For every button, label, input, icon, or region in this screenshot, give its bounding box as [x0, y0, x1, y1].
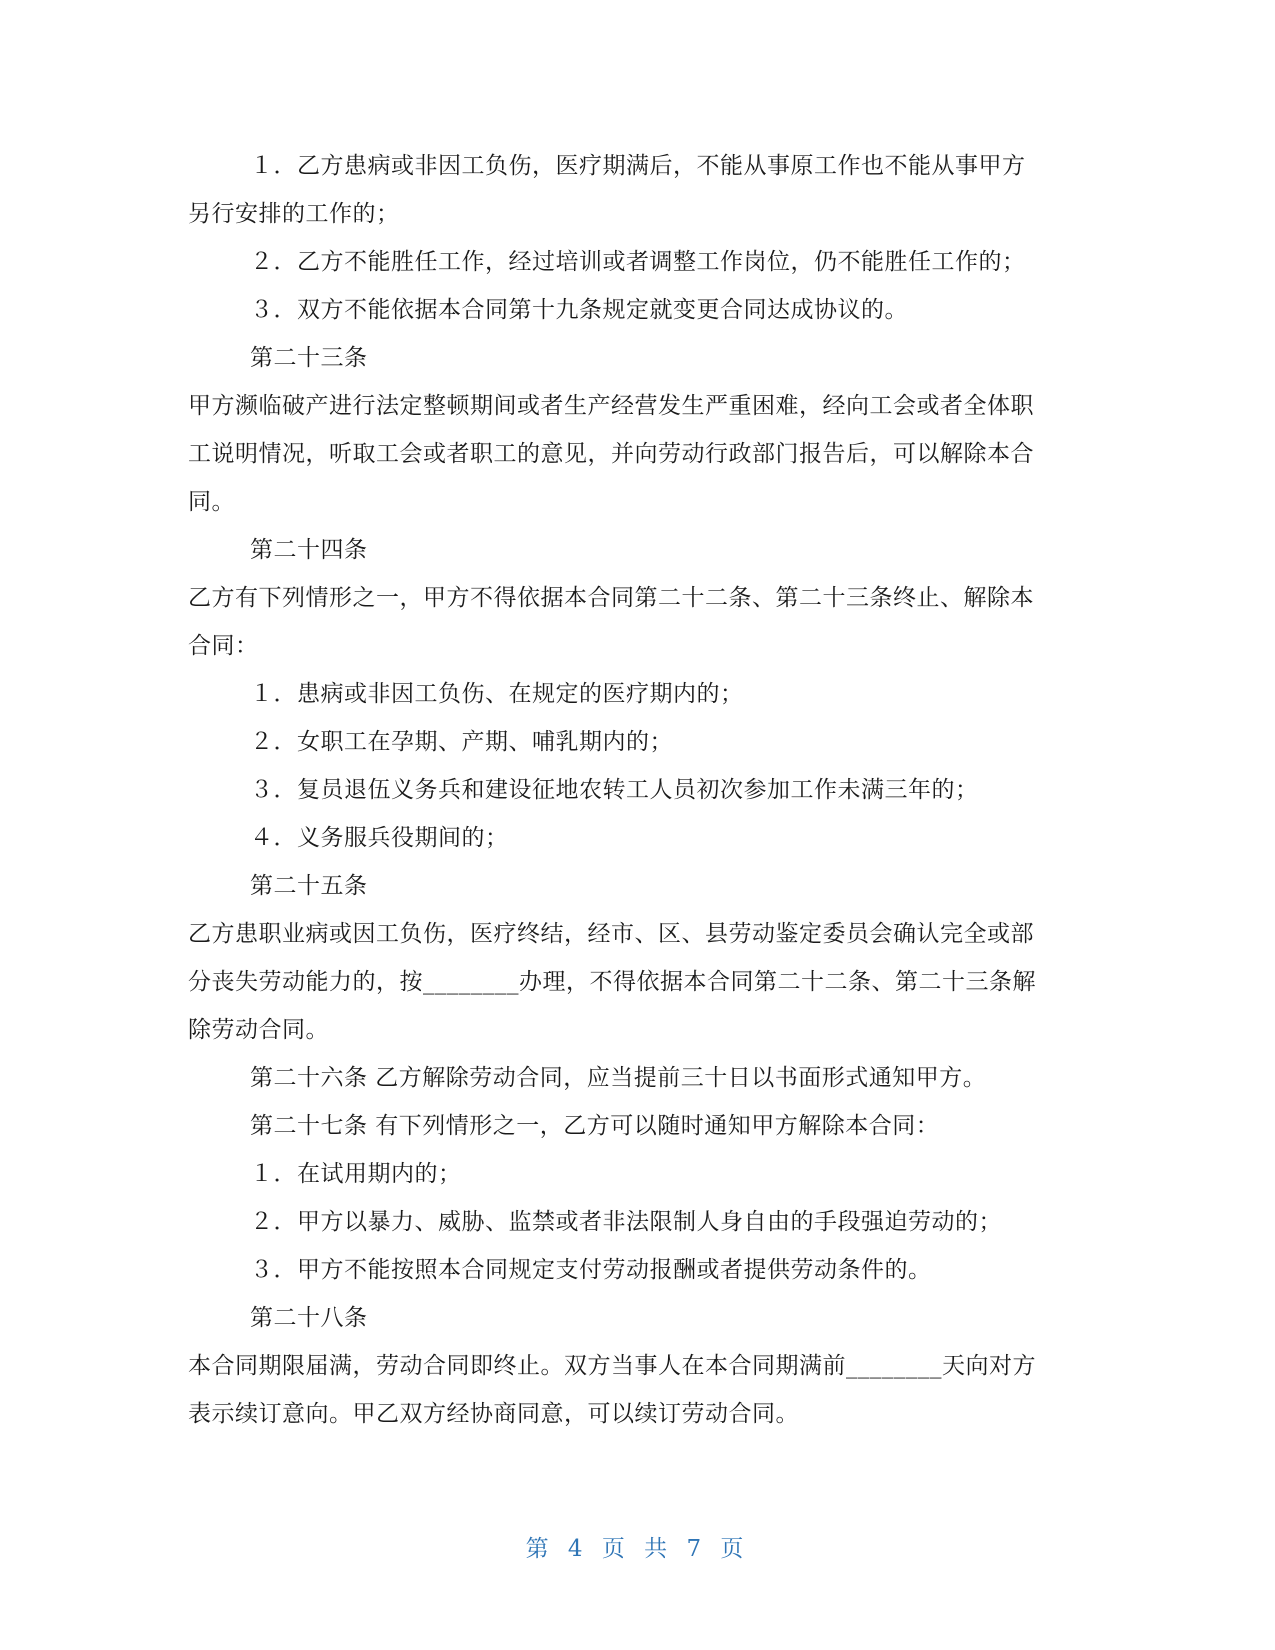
paragraph-line: 工说明情况，听取工会或者职工的意见，并向劳动行政部门报告后，可以解除本合: [188, 441, 1034, 467]
article-heading-line: 第二十四条: [250, 537, 368, 563]
paragraph-line: 合同：: [188, 633, 259, 659]
paragraph-line: 乙方患职业病或因工负伤，医疗终结，经市、区、县劳动鉴定委员会确认完全或部: [188, 921, 1034, 947]
article-heading-line: 第二十三条: [250, 345, 368, 371]
article-heading-line: 第二十七条 有下列情形之一，乙方可以随时通知甲方解除本合同：: [250, 1113, 940, 1139]
list-item-line: １．乙方患病或非因工负伤，医疗期满后，不能从事原工作也不能从事甲方: [250, 153, 1026, 179]
article-heading-line: 第二十五条: [250, 873, 368, 899]
paragraph-line: 甲方濒临破产进行法定整顿期间或者生产经营发生严重困难，经向工会或者全体职: [188, 393, 1034, 419]
paragraph-line: 乙方有下列情形之一，甲方不得依据本合同第二十二条、第二十三条终止、解除本: [188, 585, 1034, 611]
paragraph-line: 表示续订意向。甲乙双方经协商同意，可以续订劳动合同。: [188, 1401, 799, 1427]
paragraph-line: 同。: [188, 489, 235, 515]
page-number-footer: 第 4 页 共 7 页: [525, 1536, 750, 1562]
article-heading-line: 第二十六条 乙方解除劳动合同，应当提前三十日以书面形式通知甲方。: [250, 1065, 987, 1091]
article-heading-line: 第二十八条: [250, 1305, 368, 1331]
list-item-line: １．患病或非因工负伤、在规定的医疗期内的；: [250, 681, 744, 707]
list-item-line: １．在试用期内的；: [250, 1161, 462, 1187]
paragraph-line: 除劳动合同。: [188, 1017, 329, 1043]
list-item-line: ３．甲方不能按照本合同规定支付劳动报酬或者提供劳动条件的。: [250, 1257, 932, 1283]
document-body: [188, 142, 1088, 1438]
paragraph-line: 分丧失劳动能力的，按________办理，不得依据本合同第二十二条、第二十三条解: [188, 969, 1036, 995]
list-item-line: ３．复员退伍义务兵和建设征地农转工人员初次参加工作未满三年的；: [250, 777, 979, 803]
list-item-line: ３．双方不能依据本合同第十九条规定就变更合同达成协议的。: [250, 297, 908, 323]
list-item-line: ４．义务服兵役期间的；: [250, 825, 509, 851]
list-item-line: ２．乙方不能胜任工作，经过培训或者调整工作岗位，仍不能胜任工作的；: [250, 249, 1026, 275]
list-item-line: ２．甲方以暴力、威胁、监禁或者非法限制人身自由的手段强迫劳动的；: [250, 1209, 1002, 1235]
list-item-line: ２．女职工在孕期、产期、哺乳期内的；: [250, 729, 673, 755]
paragraph-line: 本合同期限届满，劳动合同即终止。双方当事人在本合同期满前________天向对方: [188, 1353, 1036, 1379]
paragraph-line: 另行安排的工作的；: [188, 201, 400, 227]
